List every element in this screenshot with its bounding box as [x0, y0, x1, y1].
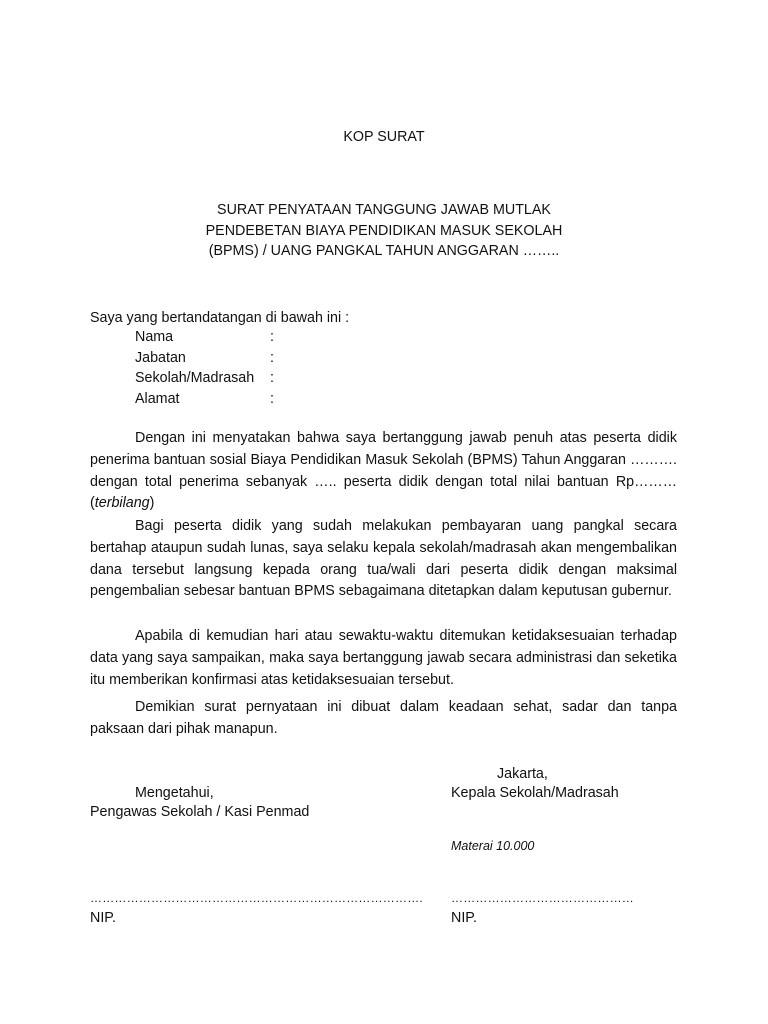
headmaster-signature-line: ………………………………………: [451, 891, 634, 905]
terbilang-text: terbilang: [94, 495, 150, 512]
title-line-3: (BPMS) / UANG PANGKAL TAHUN ANGGARAN ……..: [208, 243, 560, 259]
supervisor-nip: NIP.: [90, 910, 116, 926]
place-label: Jakarta,: [497, 766, 548, 782]
letterhead-placeholder: KOP SURAT: [343, 129, 425, 145]
paragraph-refund: Bagi peserta didik yang sudah melakukan pembayaran uang pangkal secara bertahap ataupun sudah lunas, saya selaku kepala sekolah/madrasah akan mengembalikan dana tersebut langsung kepada orang tua/wali dari peserta didik dengan maksimal pengembalian sebesar bantuan BPMS sebagaimana ditetapkan dalam keputusan gubernur.: [90, 518, 677, 600]
supervisor-signature-line: ……………………………………………………………………….: [90, 891, 423, 905]
field-separator: :: [270, 391, 274, 408]
field-jabatan: [135, 348, 274, 369]
headmaster-nip: NIP.: [451, 910, 477, 926]
field-separator: :: [270, 349, 274, 366]
supervisor-role: Pengawas Sekolah / Kasi Penmad: [90, 804, 310, 820]
field-separator: :: [270, 370, 274, 387]
stamp-duty-label: Materai 10.000: [451, 839, 535, 853]
field-label: Nama: [135, 329, 174, 345]
identity-fields: [135, 327, 274, 410]
field-nama: [135, 327, 274, 348]
field-label: Sekolah/Madrasah: [135, 370, 255, 387]
title-line-1: SURAT PENYATAAN TANGGUNG JAWAB MUTLAK: [217, 202, 551, 218]
intro-text: Saya yang bertandatangan di bawah ini :: [90, 310, 350, 326]
document-title: [0, 200, 768, 262]
field-label: Jabatan: [135, 349, 186, 366]
field-separator: :: [270, 329, 274, 345]
field-label: Alamat: [135, 391, 180, 408]
field-alamat: [135, 389, 274, 410]
headmaster-role: Kepala Sekolah/Madrasah: [451, 785, 619, 801]
field-sekolah: [135, 368, 274, 389]
title-line-2: PENDEBETAN BIAYA PENDIDIKAN MASUK SEKOLAH: [205, 222, 563, 239]
mengetahui-label: Mengetahui,: [135, 785, 214, 801]
paragraph-close: ): [149, 495, 155, 512]
paragraph-responsibility: Apabila di kemudian hari atau sewaktu-waktu ditemukan ketidaksesuaian terhadap data yang saya sampaikan, maka saya bertanggung jawab secara administrasi dan seketika itu memberikan konfirmasi atas ketidaksesuaian tersebut.: [90, 628, 677, 688]
paragraph-closing: Demikian surat pernyataan ini dibuat dalam keadaan sehat, sadar dan tanpa paksaan dari pihak manapun.: [90, 699, 677, 737]
paragraph-text: Dengan ini menyatakan bahwa saya bertanggung jawab penuh atas peserta didik penerima bantuan sosial Biaya Pendidikan Masuk Sekolah (BPMS) Tahun Anggaran ………. dengan total penerima sebanyak ….. peserta didik dengan total nilai bantuan Rp……… (: [90, 430, 677, 512]
paragraph-statement: [90, 428, 677, 515]
